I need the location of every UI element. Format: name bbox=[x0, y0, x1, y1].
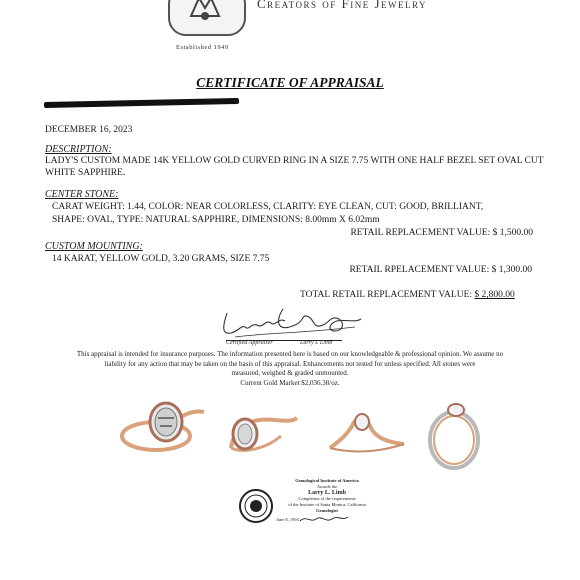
center-stone-heading: CENTER STONE: bbox=[45, 189, 119, 200]
gia-line-3: Larry L. Limb bbox=[308, 490, 346, 496]
center-stone-line-1: CARAT WEIGHT: 1.44, COLOR: NEAR COLORLESS, CLARITY: EYE CLEAN, CUT: GOOD, BRILLIANT, bbox=[52, 202, 484, 212]
gia-line-6: Gemologist bbox=[316, 508, 338, 513]
gia-certificate-text bbox=[282, 478, 372, 514]
custom-mounting-heading: CUSTOM MOUNTING: bbox=[45, 241, 143, 252]
ring-photo-front bbox=[118, 398, 208, 460]
total-amount: $ 2,800.00 bbox=[474, 290, 515, 300]
page-title: CERTIFICATE OF APPRAISAL bbox=[196, 75, 384, 90]
disclaimer-line-1: This appraisal is intended for insurance purposes. The information presented here is based on our knowledgeable & professional opinion. We assume no bbox=[76, 350, 504, 358]
gia-date: June 8, 1993 bbox=[276, 517, 299, 522]
crest-icon bbox=[185, 0, 225, 24]
center-stone-line-2: SHAPE: OVAL, TYPE: NATURAL SAPPHIRE, DIMENSIONS: 8.00mm X 6.02mm bbox=[52, 215, 380, 225]
disclaimer-line-4: Current Gold Market $2,036.38/oz. bbox=[240, 378, 340, 387]
gia-line-2: Awards the bbox=[316, 484, 338, 489]
gia-signature bbox=[298, 513, 350, 525]
custom-mounting-value: RETAIL RPELACEMENT VALUE: $ 1,300.00 bbox=[349, 265, 532, 275]
signature-role: Certified Appraiser bbox=[226, 340, 273, 346]
brand-name: Creators of Fine Jewelry bbox=[257, 0, 428, 11]
appraisal-date: DECEMBER 16, 2023 bbox=[45, 125, 133, 135]
disclaimer bbox=[30, 350, 550, 388]
gia-line-4: Completion of the requirements bbox=[298, 496, 356, 501]
gia-line-1: Gemological Institute of America bbox=[295, 478, 359, 483]
signature-name: Larry L Limb bbox=[300, 340, 333, 346]
disclaimer-line-2: liability for any action that may be taken on the basis of this appraisal. Enhancements not tested for unless specified. All stones were bbox=[104, 359, 476, 368]
description-line-1: LADY'S CUSTOM MADE 14K YELLOW GOLD CURVED RING IN A SIZE 7.75 WITH ONE HALF BEZEL SET OVAL CUT bbox=[45, 156, 544, 166]
total-value bbox=[300, 289, 515, 301]
ring-photo-side bbox=[324, 402, 410, 458]
established-text: Established 1949 bbox=[176, 44, 229, 51]
redaction-bar bbox=[44, 98, 239, 108]
custom-mounting-line: 14 KARAT, YELLOW GOLD, 3.20 GRAMS, SIZE 7.75 bbox=[52, 254, 270, 264]
center-stone-value: RETAIL REPLACEMENT VALUE: $ 1,500.00 bbox=[350, 228, 533, 238]
gia-seal-icon bbox=[238, 488, 274, 524]
ring-photo-angle bbox=[215, 398, 301, 458]
description-line-2: WHITE SAPPHIRE. bbox=[45, 168, 126, 178]
total-label: TOTAL RETAIL REPLACEMENT VALUE: bbox=[300, 290, 473, 300]
appraiser-signature bbox=[205, 303, 370, 345]
ring-photo-top bbox=[420, 396, 488, 474]
description-heading: DESCRIPTION: bbox=[45, 144, 112, 155]
gia-line-5: of the Institute of Santa Monica, California bbox=[288, 502, 366, 507]
disclaimer-line-3: measured, weighed & graded unmounted. bbox=[231, 369, 349, 377]
